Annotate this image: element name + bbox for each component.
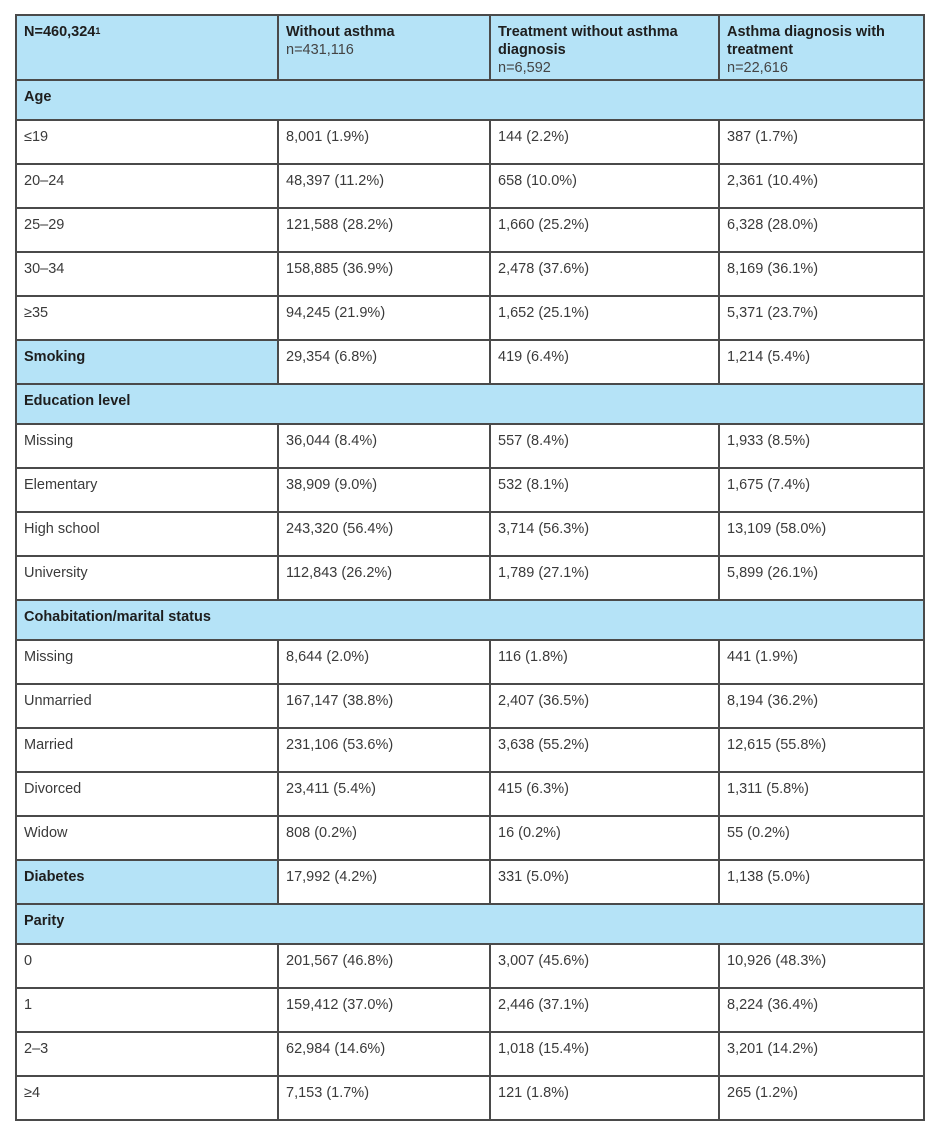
table-cell: 387 (1.7%): [719, 120, 924, 164]
table-row: [16, 120, 924, 164]
section-row-education: [16, 384, 924, 424]
table-cell: 8,169 (36.1%): [719, 252, 924, 296]
row-label: Missing: [16, 424, 278, 468]
table-row: [16, 296, 924, 340]
table-row: [16, 772, 924, 816]
column-n: n=6,592: [498, 60, 551, 76]
table-cell: 116 (1.8%): [490, 640, 719, 684]
row-label: Missing: [16, 640, 278, 684]
table-cell: 1,311 (5.8%): [719, 772, 924, 816]
table-cell: 331 (5.0%): [490, 860, 719, 904]
column-title: Without asthma: [286, 24, 395, 40]
table-row: [16, 512, 924, 556]
row-label: Diabetes: [16, 860, 278, 904]
row-label: 25–29: [16, 208, 278, 252]
table-cell: 441 (1.9%): [719, 640, 924, 684]
characteristics-table: [15, 14, 925, 1121]
section-label: Age: [16, 80, 924, 120]
header-col-treatment-without-diagnosis: [490, 15, 719, 80]
table-cell: 121 (1.8%): [490, 1076, 719, 1120]
table-cell: 121,588 (28.2%): [278, 208, 490, 252]
table-cell: 16 (0.2%): [490, 816, 719, 860]
column-title: Treatment without asthma diagnosis: [498, 24, 678, 58]
row-label: ≥4: [16, 1076, 278, 1120]
table-cell: 8,224 (36.4%): [719, 988, 924, 1032]
table-row: [16, 684, 924, 728]
table-cell: 144 (2.2%): [490, 120, 719, 164]
table-cell: 38,909 (9.0%): [278, 468, 490, 512]
row-label: Divorced: [16, 772, 278, 816]
section-row-age: [16, 80, 924, 120]
row-label: 0: [16, 944, 278, 988]
table-cell: 243,320 (56.4%): [278, 512, 490, 556]
table-cell: 23,411 (5.4%): [278, 772, 490, 816]
table-row: [16, 988, 924, 1032]
table-cell: 3,007 (45.6%): [490, 944, 719, 988]
column-n: n=22,616: [727, 60, 788, 76]
table-cell: 1,660 (25.2%): [490, 208, 719, 252]
table-row: [16, 556, 924, 600]
table-cell: 1,214 (5.4%): [719, 340, 924, 384]
row-label: Widow: [16, 816, 278, 860]
table-cell: 1,018 (15.4%): [490, 1032, 719, 1076]
table-row-smoking: [16, 340, 924, 384]
row-label: 1: [16, 988, 278, 1032]
table-cell: 5,371 (23.7%): [719, 296, 924, 340]
table-row: [16, 468, 924, 512]
table-cell: 532 (8.1%): [490, 468, 719, 512]
row-label: 30–34: [16, 252, 278, 296]
table-cell: 62,984 (14.6%): [278, 1032, 490, 1076]
table-row: [16, 208, 924, 252]
table-cell: 231,106 (53.6%): [278, 728, 490, 772]
table-cell: 3,714 (56.3%): [490, 512, 719, 556]
table-cell: 17,992 (4.2%): [278, 860, 490, 904]
table-cell: 2,361 (10.4%): [719, 164, 924, 208]
table-cell: 1,789 (27.1%): [490, 556, 719, 600]
table-cell: 158,885 (36.9%): [278, 252, 490, 296]
total-n-label: N=460,324: [24, 24, 96, 40]
row-label: 2–3: [16, 1032, 278, 1076]
table-row: [16, 424, 924, 468]
table-row: [16, 816, 924, 860]
table-cell: 1,933 (8.5%): [719, 424, 924, 468]
section-label: Cohabitation/marital status: [16, 600, 924, 640]
table-cell: 3,638 (55.2%): [490, 728, 719, 772]
table-cell: 112,843 (26.2%): [278, 556, 490, 600]
table-cell: 2,407 (36.5%): [490, 684, 719, 728]
table-row: [16, 640, 924, 684]
table-cell: 415 (6.3%): [490, 772, 719, 816]
header-col-asthma-with-treatment: [719, 15, 924, 80]
row-label: ≤19: [16, 120, 278, 164]
row-label: Elementary: [16, 468, 278, 512]
table-cell: 94,245 (21.9%): [278, 296, 490, 340]
table-cell: 48,397 (11.2%): [278, 164, 490, 208]
table-cell: 808 (0.2%): [278, 816, 490, 860]
table-row: [16, 1076, 924, 1120]
table-cell: 265 (1.2%): [719, 1076, 924, 1120]
table-row: [16, 252, 924, 296]
column-n: n=431,116: [286, 42, 354, 58]
section-label: Education level: [16, 384, 924, 424]
table-cell: 55 (0.2%): [719, 816, 924, 860]
table-cell: 658 (10.0%): [490, 164, 719, 208]
table-cell: 419 (6.4%): [490, 340, 719, 384]
table-row: [16, 1032, 924, 1076]
table-cell: 7,153 (1.7%): [278, 1076, 490, 1120]
table-cell: 2,478 (37.6%): [490, 252, 719, 296]
row-label: Married: [16, 728, 278, 772]
row-label: Smoking: [16, 340, 278, 384]
table-cell: 8,194 (36.2%): [719, 684, 924, 728]
table-cell: 13,109 (58.0%): [719, 512, 924, 556]
header-col-without-asthma: [278, 15, 490, 80]
section-row-parity: [16, 904, 924, 944]
table-cell: 3,201 (14.2%): [719, 1032, 924, 1076]
table-row: [16, 164, 924, 208]
table-cell: 5,899 (26.1%): [719, 556, 924, 600]
header-total-cell: [16, 15, 278, 80]
table-cell: 2,446 (37.1%): [490, 988, 719, 1032]
total-n-footnote: 1: [95, 26, 101, 36]
table-row: [16, 944, 924, 988]
section-label: Parity: [16, 904, 924, 944]
table-cell: 8,001 (1.9%): [278, 120, 490, 164]
table-cell: 1,138 (5.0%): [719, 860, 924, 904]
column-title: Asthma diagnosis with treatment: [727, 24, 885, 58]
table-cell: 29,354 (6.8%): [278, 340, 490, 384]
row-label: 20–24: [16, 164, 278, 208]
table-cell: 10,926 (48.3%): [719, 944, 924, 988]
table-cell: 1,652 (25.1%): [490, 296, 719, 340]
row-label: High school: [16, 512, 278, 556]
table-cell: 167,147 (38.8%): [278, 684, 490, 728]
row-label: Unmarried: [16, 684, 278, 728]
table-row-diabetes: [16, 860, 924, 904]
row-label: ≥35: [16, 296, 278, 340]
table-cell: 1,675 (7.4%): [719, 468, 924, 512]
section-row-marital: [16, 600, 924, 640]
table-cell: 557 (8.4%): [490, 424, 719, 468]
header-row: [16, 15, 924, 80]
table-cell: 6,328 (28.0%): [719, 208, 924, 252]
table-row: [16, 728, 924, 772]
table-cell: 36,044 (8.4%): [278, 424, 490, 468]
row-label: University: [16, 556, 278, 600]
table-cell: 8,644 (2.0%): [278, 640, 490, 684]
table-cell: 201,567 (46.8%): [278, 944, 490, 988]
table-cell: 12,615 (55.8%): [719, 728, 924, 772]
table-cell: 159,412 (37.0%): [278, 988, 490, 1032]
